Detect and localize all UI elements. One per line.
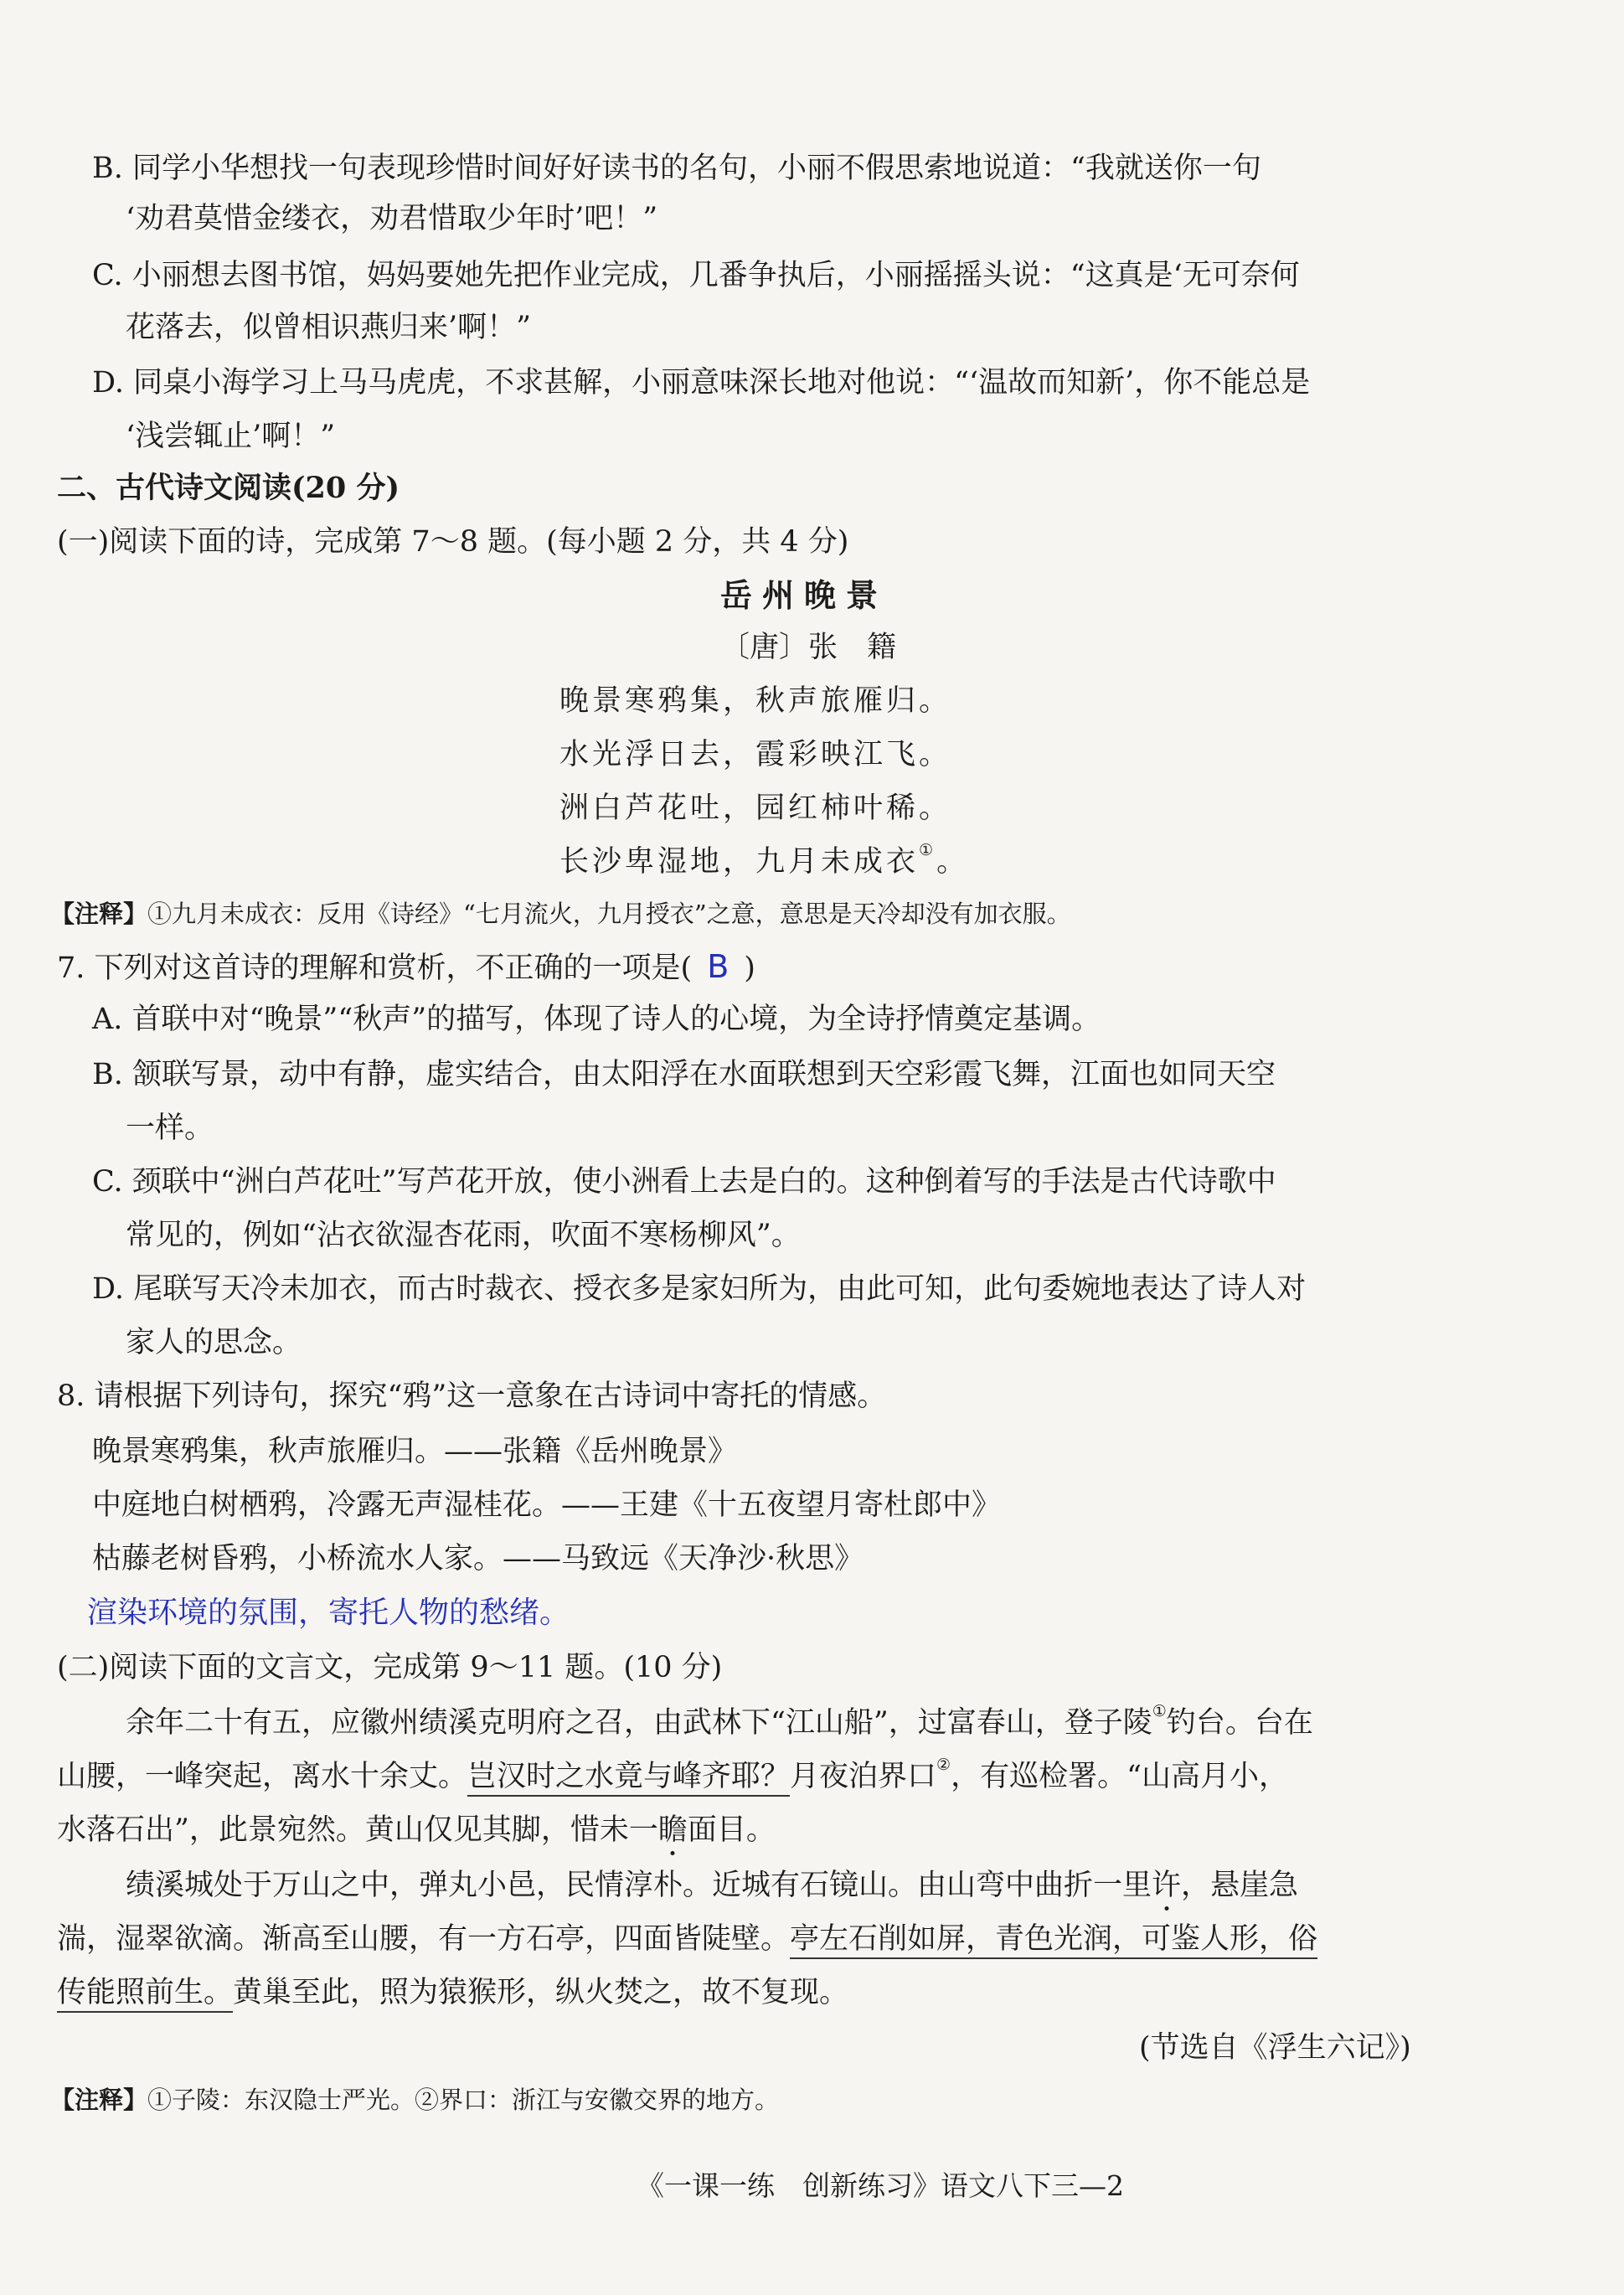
q7-option-a: A. 首联中对“晚景”“秋声”的描写，体现了诗人的心境，为全诗抒情奠定基调。 [92,1003,1101,1036]
underlined-sentence-2a: 亭左石削如屏，青色光润，可鉴人形，俗 [790,1922,1317,1959]
q6-option-c-line1: C. 小丽想去图书馆，妈妈要她先把作业完成，几番争执后，小丽摇摇头说：“这真是‘无可奈何 [92,259,1300,292]
q8-quote-2: 中庭地白树栖鸦，冷露无声湿桂花。——王建《十五夜望月寄杜郎中》 [92,1488,1002,1522]
poem-author: 〔唐〕张 籍 [720,631,897,664]
passage-p2-line2 [57,1921,1317,1957]
p2-l1-text-a: 绩溪城处于万山之中，弹丸小邑，民情淳朴 [126,1869,683,1902]
dotted-char-xu: 许 [1152,1869,1182,1902]
passage-note [50,2086,779,2115]
p2-l1-text-c: ，悬崖急 [1181,1869,1299,1902]
page-footer: 《一课一练 创新练习》语文八下三—2 [637,2169,1124,2202]
passage-p1-line1 [126,1702,1313,1741]
q6-option-b-line2: ‘劝君莫惜金缕衣，劝君惜取少年时’吧！” [126,202,658,235]
q7-option-b-line1: B. 颔联写景，动中有静，虚实结合，由太阳浮在水面联想到天空彩霞飞舞，江面也如同天空 [92,1058,1276,1091]
passage-p2-line3 [57,1975,848,2010]
part1-intro: (一)阅读下面的诗，完成第 7～8 题。(每小题 2 分，共 4 分) [57,525,849,559]
section-heading: 二、古代诗文阅读(20 分) [57,471,400,505]
q7-option-d-line1: D. 尾联写天冷未加衣，而古时裁衣、授衣多是家妇所为，由此可知，此句委婉地表达了诗人对 [92,1272,1307,1306]
footnote-marker: ① [919,841,937,859]
p2-l3-text-b: 黄巢至此，照为猿猴形，纵火焚之，故不复现。 [233,1976,849,2009]
note-text: ①九月未成衣：反用《诗经》“七月流火，九月授衣”之意，意思是天冷却没有加衣服。 [147,900,1071,928]
q7-option-d-line2: 家人的思念。 [126,1326,302,1359]
q6-option-d-line1: D. 同桌小海学习上马马虎虎，不求甚解，小丽意味深长地对他说：“‘温故而知新’，你不能总是 [92,366,1311,400]
footnote-marker-1: ① [1152,1702,1167,1720]
q8-stem: 8. 请根据下列诗句，探究“鸦”这一意象在古诗词中寄托的情感。 [57,1380,887,1413]
passage-p1-line2 [57,1756,1288,1794]
p1-l2-text-c: ，有巡检署。“山高月小， [951,1760,1288,1793]
q7-stem [57,948,755,987]
poem-line-1: 晚景寒鸦集，秋声旅雁归。 [559,684,952,718]
poem-line-2: 水光浮日去，霞彩映江飞。 [559,738,952,771]
q7-option-c-line2: 常见的，例如“沾衣欲湿杏花雨，吹面不寒杨柳风”。 [126,1219,801,1252]
q6-option-b-line1: B. 同学小华想找一句表现珍惜时间好好读书的名句，小丽不假思索地说道：“我就送你一句 [92,152,1261,185]
p1-l2-text-b: 月夜泊界口 [790,1760,937,1793]
q7-stem-text: 7. 下列对这首诗的理解和赏析，不正确的一项是( [57,952,693,985]
passage-p2-line1 [126,1868,1298,1903]
q7-answer: B [707,948,730,985]
poem-line-4 [559,841,970,879]
p1-l1-text-b: 钓台。台在 [1166,1706,1313,1740]
q6-option-d-line2: ‘浅尝辄止’啊！” [126,420,336,453]
note-label: 【注释】 [50,900,148,928]
q8-answer: 渲染环境的氛围，寄托人物的愁绪。 [87,1596,570,1630]
passage-source: (节选自《浮生六记》) [1139,2031,1411,2065]
passage-p1-line3 [57,1813,776,1848]
q8-quote-3: 枯藤老树昏鸦，小桥流水人家。——马致远《天净沙·秋思》 [92,1542,864,1576]
poem-line-4-text: 长沙卑湿地，九月未成衣 [559,845,920,879]
q7-option-c-line1: C. 颈联中“洲白芦花吐”写芦花开放，使小洲看上去是白的。这种倒着写的手法是古代诗歌中 [92,1165,1276,1199]
p2-l1-text-b: 。近城有石镜山。由山弯中曲折一里 [683,1869,1152,1902]
poem-note [50,900,1071,929]
q7-stem-close: ) [744,952,755,985]
poem-title: 岳州晚景 [720,576,889,614]
note-label-2: 【注释】 [50,2086,148,2114]
underlined-sentence-2b: 传能照前生。 [57,1976,233,2013]
underlined-sentence-1: 岂汉时之水竟与峰齐耶？ [467,1760,790,1797]
part2-intro: (二)阅读下面的文言文，完成第 9～11 题。(10 分) [57,1651,723,1684]
poem-line-4-end: 。 [936,845,970,879]
dotted-char-zhan: 瞻 [657,1813,688,1847]
p1-l3-text-b: 面目。 [687,1813,776,1847]
p2-l2-text-a: 湍，湿翠欲滴。渐高至山腰，有一方石亭，四面皆陡壁。 [57,1922,791,1956]
note-text-2: ①子陵：东汉隐士严光。②界口：浙江与安徽交界的地方。 [147,2086,780,2114]
footnote-marker-2: ② [936,1756,951,1774]
poem-line-3: 洲白芦花吐，园红柿叶稀。 [559,792,952,825]
q7-option-b-line2: 一样。 [126,1111,214,1145]
p1-l3-text-a: 水落石出”，此景宛然。黄山仅见其脚，惜未一 [57,1813,658,1847]
p1-l2-text-a: 山腰，一峰突起，离水十余丈。 [57,1760,468,1793]
q8-quote-1: 晚景寒鸦集，秋声旅雁归。——张籍《岳州晚景》 [92,1435,738,1468]
q6-option-c-line2: 花落去，似曾相识燕归来’啊！” [126,311,532,344]
p1-l1-text-a: 余年二十有五，应徽州绩溪克明府之召，由武林下“江山船”，过富春山，登子陵 [126,1706,1152,1740]
